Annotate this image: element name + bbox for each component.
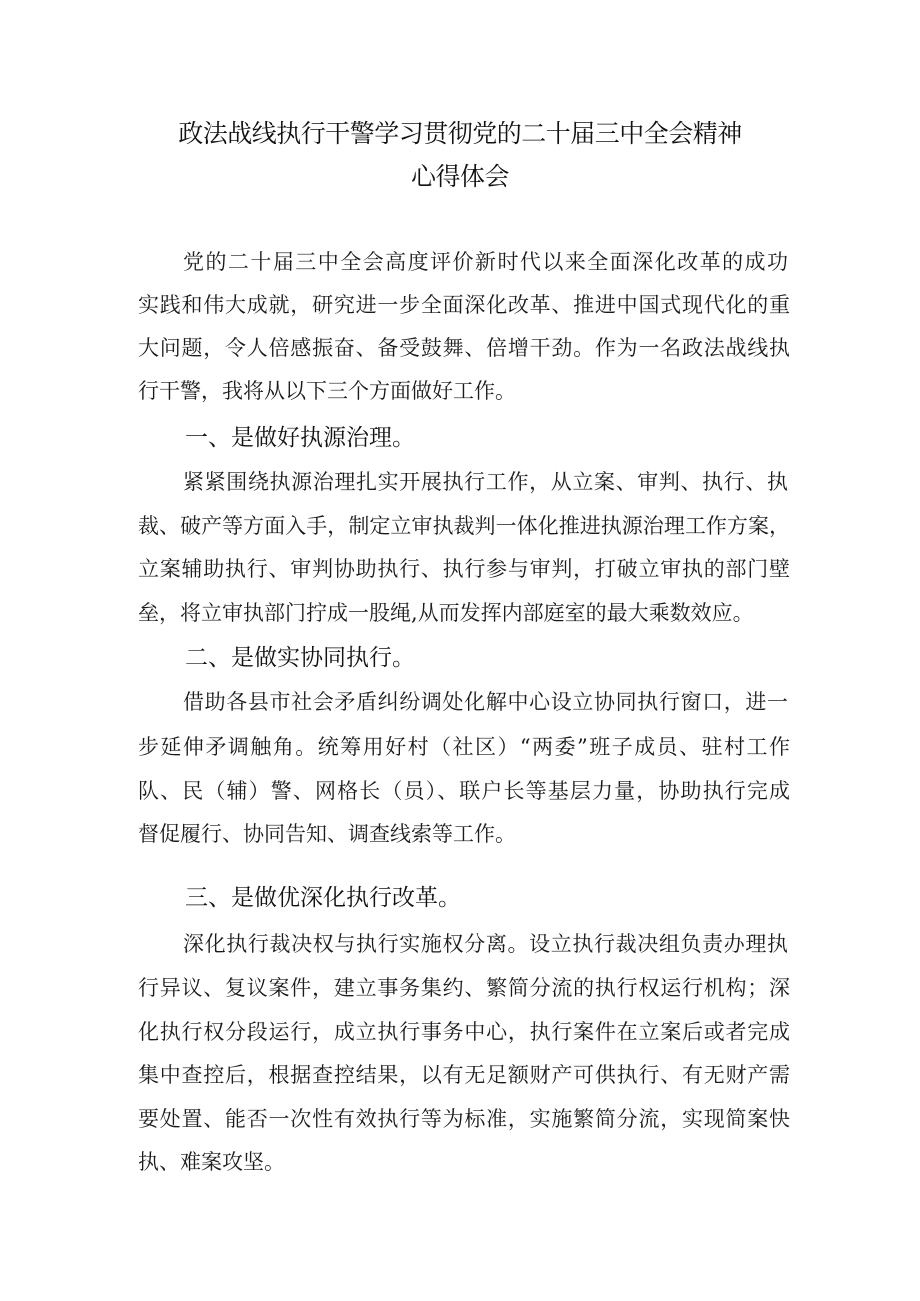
section-heading: 三、是做优深化执行改革。 <box>185 885 461 911</box>
paragraph-line: 督促履行、协同告知、调查线索等工作。 <box>138 822 516 846</box>
paragraph-line: 裁、破产等方面入手，制定立审执裁判一体化推进执源治理工作方案， <box>138 514 790 538</box>
paragraph-line: 集中查控后，根据查控结果，以有无足额财产可供执行、有无财产需 <box>138 1063 790 1087</box>
paragraph-line: 深化执行裁决权与执行实施权分离。设立执行裁决组负责办理执 <box>183 932 788 956</box>
paragraph-line: 垒，将立审执部门拧成一股绳,从而发挥内部庭室的最大乘数效应。 <box>138 601 754 625</box>
section-heading: 二、是做实协同执行。 <box>185 645 415 671</box>
paragraph-line: 大问题，令人倍感振奋、备受鼓舞、倍增干劲。作为一名政法战线执 <box>138 336 790 360</box>
document-title-line-1: 政法战线执行干警学习贯彻党的二十届三中全会精神 <box>178 119 742 148</box>
paragraph-line: 步延伸矛调触角。统筹用好村（社区）“两委”班子成员、驻村工作 <box>138 735 790 759</box>
paragraph-line: 队、民（辅）警、网格长（员）、联户长等基层力量，协助执行完成 <box>138 779 790 803</box>
paragraph-line: 立案辅助执行、审判协助执行、执行参与审判，打破立审执的部门壁 <box>138 557 790 581</box>
paragraph-line: 党的二十届三中全会高度评价新时代以来全面深化改革的成功 <box>183 250 788 274</box>
paragraph-line: 行异议、复议案件，建立事务集约、繁简分流的执行权运行机构；深 <box>138 976 790 1000</box>
paragraph-line: 执、难案攻坚。 <box>138 1150 285 1174</box>
paragraph-line: 要处置、能否一次性有效执行等为标准，实施繁简分流，实现简案快 <box>138 1107 790 1131</box>
section-heading: 一、是做好执源治理。 <box>185 425 415 451</box>
paragraph-line: 化执行权分段运行，成立执行事务中心，执行案件在立案后或者完成 <box>138 1020 790 1044</box>
paragraph-line: 行干警，我将从以下三个方面做好工作。 <box>138 379 516 403</box>
paragraph-line: 实践和伟大成就，研究进一步全面深化改革、推进中国式现代化的重 <box>138 293 790 317</box>
paragraph-line: 借助各县市社会矛盾纠纷调处化解中心设立协同执行窗口，进一 <box>183 690 788 714</box>
document-title-line-2: 心得体会 <box>410 162 509 191</box>
paragraph-line: 紧紧围绕执源治理扎实开展执行工作，从立案、审判、执行、执 <box>183 470 788 494</box>
